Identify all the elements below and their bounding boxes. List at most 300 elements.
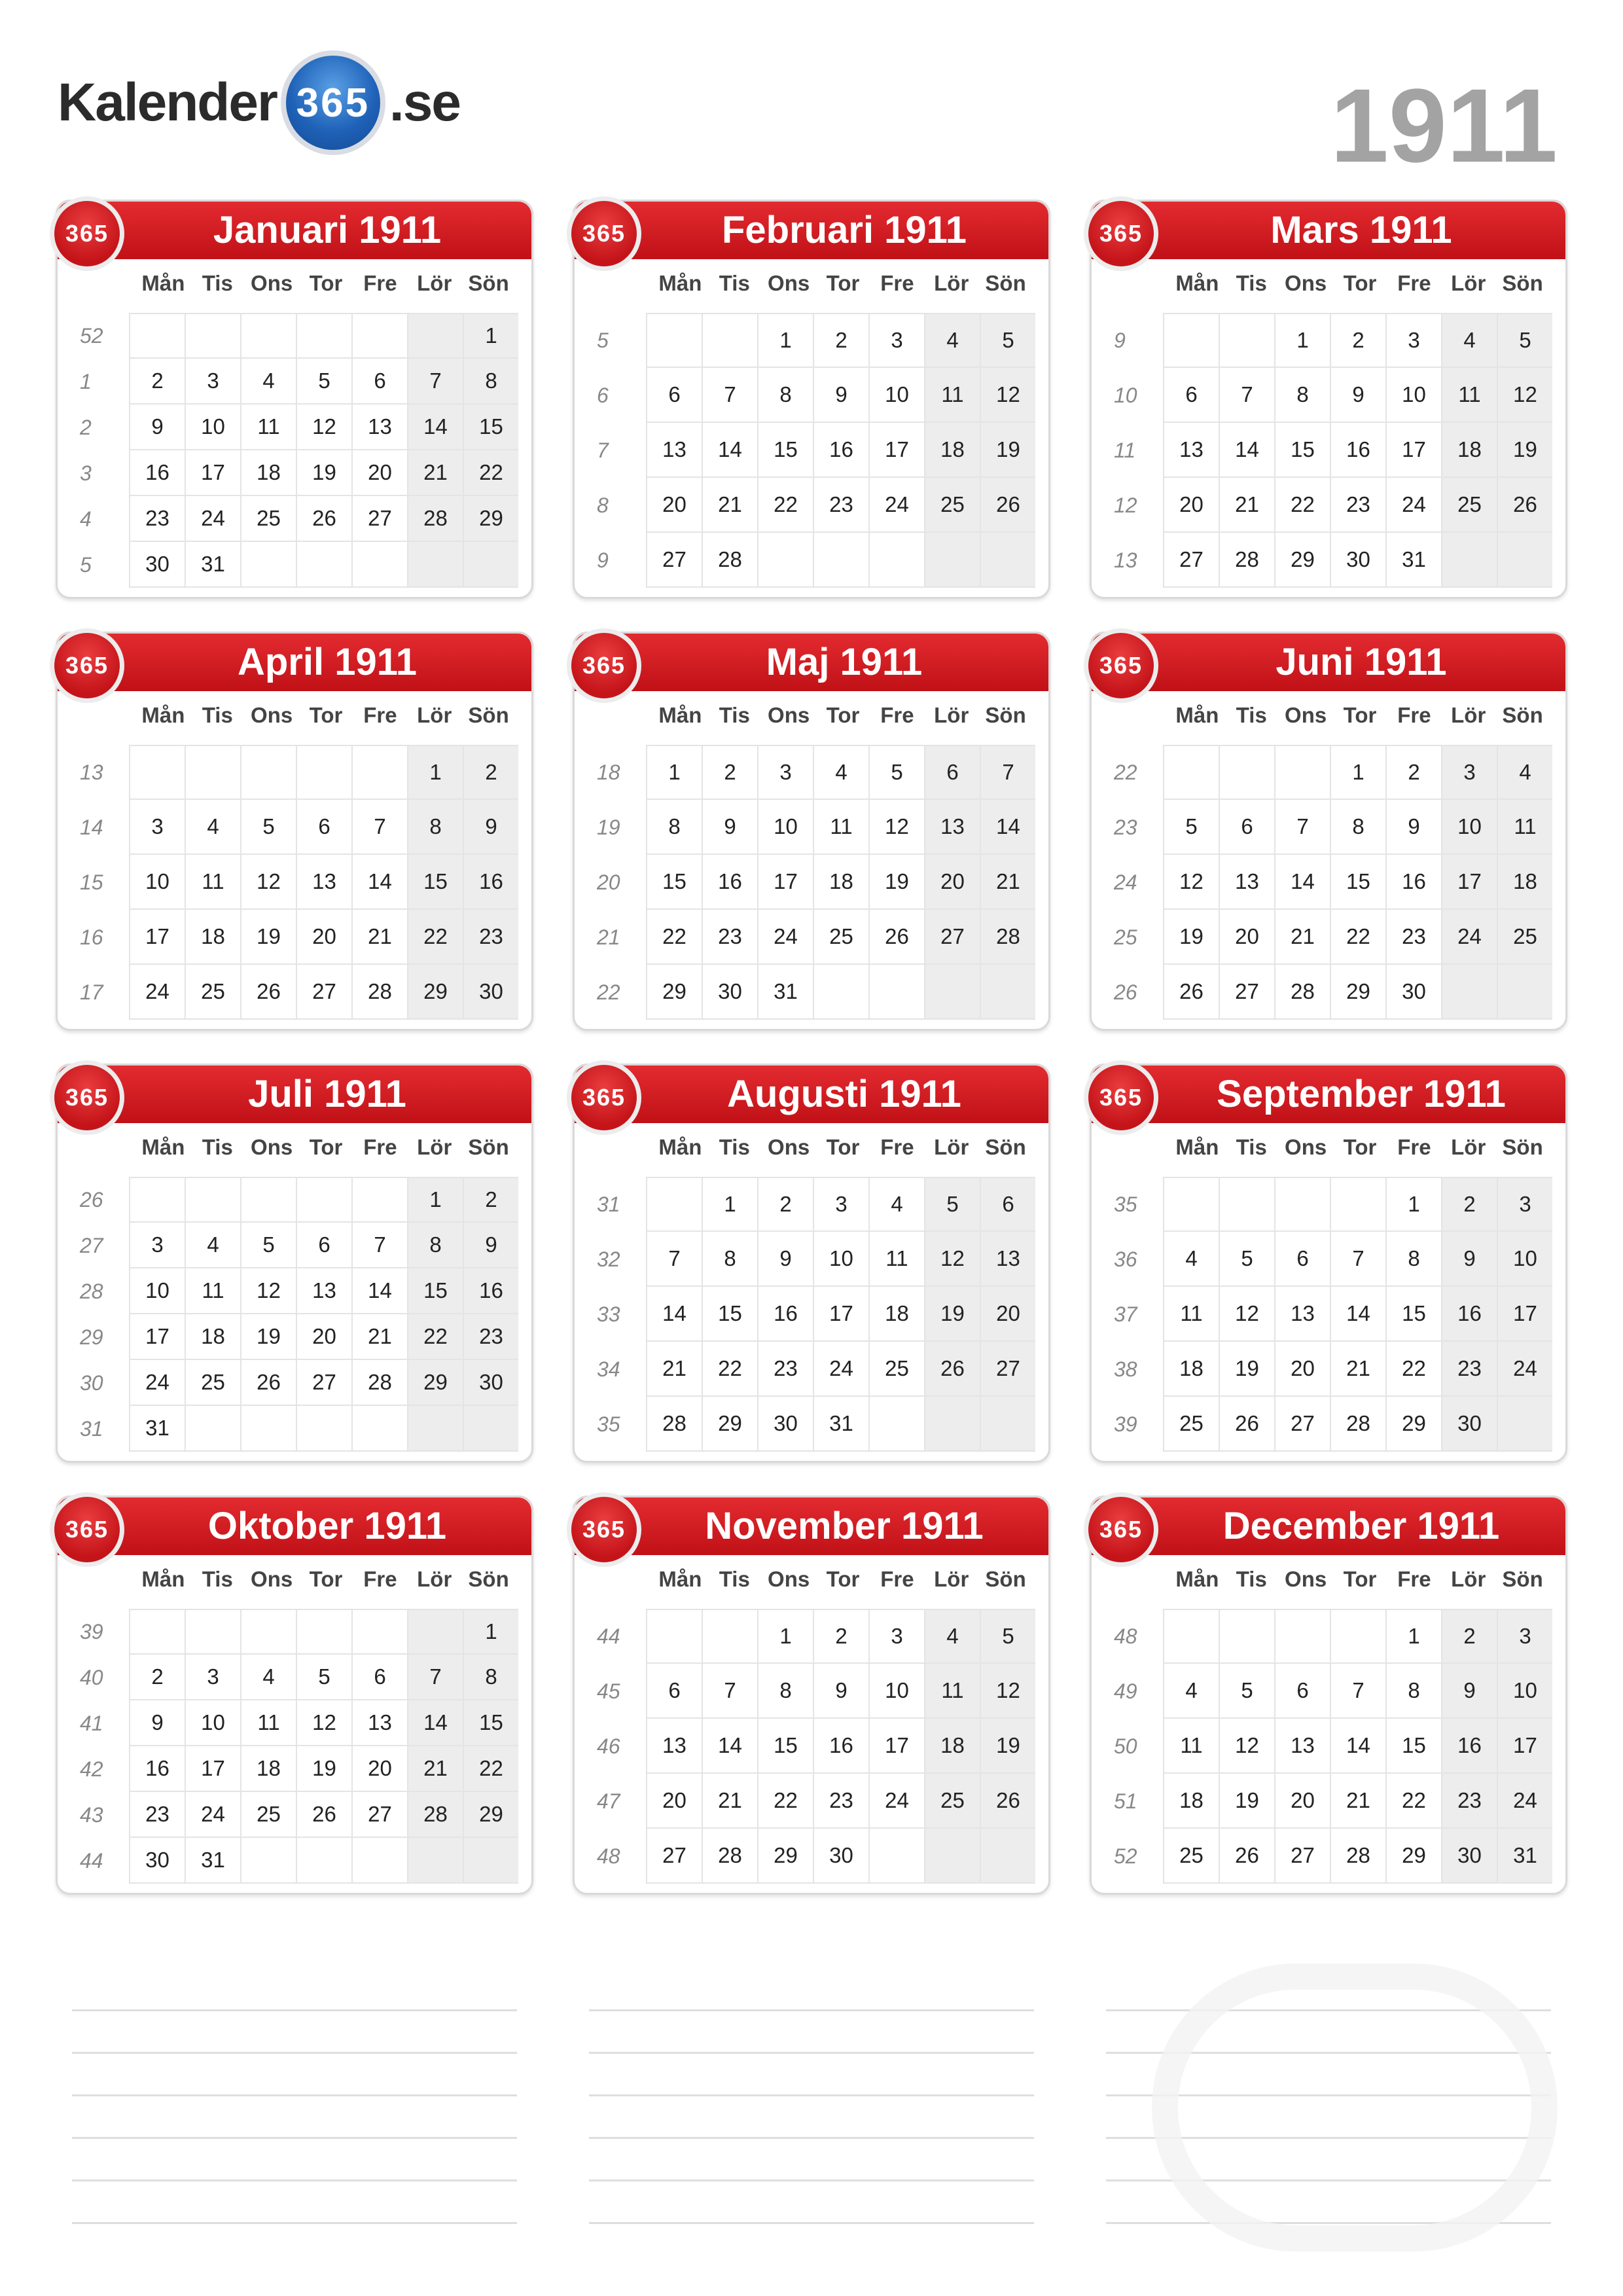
day-cell[interactable]: 27: [1274, 1397, 1330, 1450]
day-cell[interactable]: 20: [351, 450, 407, 495]
day-cell[interactable]: 12: [980, 1664, 1035, 1717]
day-cell[interactable]: [351, 1838, 407, 1882]
day-cell[interactable]: 8: [1274, 368, 1330, 422]
day-cell[interactable]: 21: [351, 1314, 407, 1359]
day-cell[interactable]: 10: [1385, 368, 1441, 422]
day-cell[interactable]: 24: [1497, 1774, 1552, 1827]
day-cell[interactable]: 7: [702, 1664, 757, 1717]
day-cell[interactable]: 8: [757, 1664, 813, 1717]
day-cell[interactable]: 18: [1163, 1774, 1219, 1827]
day-cell[interactable]: 11: [185, 855, 240, 908]
day-cell[interactable]: 26: [1219, 1397, 1274, 1450]
day-cell[interactable]: 3: [1497, 1178, 1552, 1230]
day-cell[interactable]: 11: [240, 404, 296, 449]
day-cell[interactable]: 30: [1330, 533, 1385, 586]
day-cell[interactable]: [1163, 1610, 1219, 1662]
day-cell[interactable]: [980, 533, 1035, 586]
day-cell[interactable]: [980, 1397, 1035, 1450]
day-cell[interactable]: 7: [407, 359, 463, 403]
day-cell[interactable]: 18: [1441, 423, 1497, 476]
day-cell[interactable]: 16: [1441, 1287, 1497, 1340]
day-cell[interactable]: 26: [296, 496, 351, 541]
day-cell[interactable]: [1441, 533, 1497, 586]
day-cell[interactable]: 1: [1385, 1610, 1441, 1662]
day-cell[interactable]: 2: [1441, 1610, 1497, 1662]
day-cell[interactable]: 21: [702, 478, 757, 531]
day-cell[interactable]: 10: [185, 404, 240, 449]
day-cell[interactable]: 13: [296, 1268, 351, 1313]
day-cell[interactable]: 10: [1497, 1232, 1552, 1285]
day-cell[interactable]: 23: [129, 1792, 185, 1837]
day-cell[interactable]: 24: [757, 910, 813, 963]
day-cell[interactable]: 31: [813, 1397, 868, 1450]
day-cell[interactable]: 25: [185, 1360, 240, 1405]
day-cell[interactable]: [296, 1610, 351, 1653]
day-cell[interactable]: 19: [868, 855, 924, 908]
day-cell[interactable]: 31: [129, 1406, 185, 1450]
day-cell[interactable]: 5: [240, 1223, 296, 1267]
day-cell[interactable]: 14: [1330, 1287, 1385, 1340]
day-cell[interactable]: 16: [129, 450, 185, 495]
day-cell[interactable]: 18: [185, 910, 240, 963]
day-cell[interactable]: 24: [1497, 1342, 1552, 1395]
day-cell[interactable]: 26: [1163, 965, 1219, 1018]
day-cell[interactable]: 13: [1219, 855, 1274, 908]
day-cell[interactable]: 13: [351, 404, 407, 449]
day-cell[interactable]: 1: [757, 314, 813, 367]
day-cell[interactable]: 19: [296, 450, 351, 495]
day-cell[interactable]: 10: [868, 368, 924, 422]
day-cell[interactable]: 12: [240, 855, 296, 908]
day-cell[interactable]: 12: [980, 368, 1035, 422]
day-cell[interactable]: 6: [1274, 1664, 1330, 1717]
day-cell[interactable]: 29: [757, 1829, 813, 1882]
day-cell[interactable]: 30: [463, 1360, 518, 1405]
day-cell[interactable]: 25: [868, 1342, 924, 1395]
day-cell[interactable]: 14: [407, 404, 463, 449]
day-cell[interactable]: 16: [702, 855, 757, 908]
day-cell[interactable]: [463, 1406, 518, 1450]
day-cell[interactable]: 27: [1274, 1829, 1330, 1882]
day-cell[interactable]: [1163, 746, 1219, 798]
day-cell[interactable]: 16: [1330, 423, 1385, 476]
day-cell[interactable]: 2: [702, 746, 757, 798]
day-cell[interactable]: 2: [1385, 746, 1441, 798]
day-cell[interactable]: 27: [646, 533, 702, 586]
day-cell[interactable]: [296, 1838, 351, 1882]
day-cell[interactable]: 25: [240, 1792, 296, 1837]
day-cell[interactable]: 13: [980, 1232, 1035, 1285]
day-cell[interactable]: [813, 965, 868, 1018]
day-cell[interactable]: 31: [757, 965, 813, 1018]
day-cell[interactable]: 28: [1330, 1829, 1385, 1882]
day-cell[interactable]: [129, 746, 185, 798]
day-cell[interactable]: 22: [407, 1314, 463, 1359]
day-cell[interactable]: 9: [463, 1223, 518, 1267]
day-cell[interactable]: 11: [924, 368, 980, 422]
day-cell[interactable]: 23: [129, 496, 185, 541]
day-cell[interactable]: 24: [868, 1774, 924, 1827]
day-cell[interactable]: 23: [463, 1314, 518, 1359]
day-cell[interactable]: 11: [1163, 1287, 1219, 1340]
day-cell[interactable]: [240, 746, 296, 798]
day-cell[interactable]: 21: [407, 1746, 463, 1791]
day-cell[interactable]: [351, 542, 407, 586]
day-cell[interactable]: 28: [407, 496, 463, 541]
day-cell[interactable]: 7: [351, 800, 407, 853]
day-cell[interactable]: 13: [924, 800, 980, 853]
day-cell[interactable]: 31: [185, 1838, 240, 1882]
day-cell[interactable]: [351, 1406, 407, 1450]
day-cell[interactable]: [296, 746, 351, 798]
day-cell[interactable]: 27: [980, 1342, 1035, 1395]
day-cell[interactable]: 23: [1385, 910, 1441, 963]
day-cell[interactable]: 3: [868, 1610, 924, 1662]
day-cell[interactable]: 10: [868, 1664, 924, 1717]
day-cell[interactable]: [646, 1610, 702, 1662]
day-cell[interactable]: [129, 314, 185, 357]
day-cell[interactable]: [1163, 1178, 1219, 1230]
day-cell[interactable]: 2: [463, 746, 518, 798]
day-cell[interactable]: 2: [463, 1178, 518, 1221]
day-cell[interactable]: [463, 1838, 518, 1882]
day-cell[interactable]: 20: [1274, 1342, 1330, 1395]
day-cell[interactable]: 24: [813, 1342, 868, 1395]
day-cell[interactable]: 17: [868, 423, 924, 476]
day-cell[interactable]: 23: [702, 910, 757, 963]
day-cell[interactable]: 3: [1441, 746, 1497, 798]
day-cell[interactable]: 2: [757, 1178, 813, 1230]
day-cell[interactable]: 20: [646, 1774, 702, 1827]
day-cell[interactable]: [185, 1610, 240, 1653]
day-cell[interactable]: 23: [1441, 1342, 1497, 1395]
day-cell[interactable]: 11: [1441, 368, 1497, 422]
day-cell[interactable]: 20: [351, 1746, 407, 1791]
day-cell[interactable]: 1: [407, 746, 463, 798]
day-cell[interactable]: 27: [351, 1792, 407, 1837]
day-cell[interactable]: 3: [129, 1223, 185, 1267]
day-cell[interactable]: 26: [1497, 478, 1552, 531]
day-cell[interactable]: 30: [1441, 1397, 1497, 1450]
day-cell[interactable]: 1: [1385, 1178, 1441, 1230]
day-cell[interactable]: 27: [924, 910, 980, 963]
day-cell[interactable]: 28: [1274, 965, 1330, 1018]
day-cell[interactable]: [240, 1838, 296, 1882]
day-cell[interactable]: 9: [1330, 368, 1385, 422]
day-cell[interactable]: 8: [463, 1655, 518, 1699]
day-cell[interactable]: 23: [757, 1342, 813, 1395]
day-cell[interactable]: 25: [1163, 1397, 1219, 1450]
day-cell[interactable]: [1330, 1610, 1385, 1662]
day-cell[interactable]: 9: [129, 404, 185, 449]
day-cell[interactable]: [646, 1178, 702, 1230]
day-cell[interactable]: 7: [980, 746, 1035, 798]
day-cell[interactable]: 14: [1219, 423, 1274, 476]
day-cell[interactable]: 22: [1274, 478, 1330, 531]
day-cell[interactable]: 4: [185, 800, 240, 853]
day-cell[interactable]: 13: [1274, 1287, 1330, 1340]
day-cell[interactable]: [185, 746, 240, 798]
day-cell[interactable]: 10: [813, 1232, 868, 1285]
day-cell[interactable]: 13: [646, 423, 702, 476]
day-cell[interactable]: 23: [463, 910, 518, 963]
day-cell[interactable]: 5: [240, 800, 296, 853]
day-cell[interactable]: 12: [924, 1232, 980, 1285]
day-cell[interactable]: [1163, 314, 1219, 367]
day-cell[interactable]: 7: [351, 1223, 407, 1267]
day-cell[interactable]: 15: [463, 1700, 518, 1745]
day-cell[interactable]: [129, 1610, 185, 1653]
day-cell[interactable]: 29: [1385, 1397, 1441, 1450]
day-cell[interactable]: 19: [1497, 423, 1552, 476]
day-cell[interactable]: 27: [351, 496, 407, 541]
day-cell[interactable]: [407, 1610, 463, 1653]
day-cell[interactable]: 20: [1219, 910, 1274, 963]
day-cell[interactable]: 10: [129, 855, 185, 908]
day-cell[interactable]: [296, 1406, 351, 1450]
day-cell[interactable]: 9: [813, 1664, 868, 1717]
day-cell[interactable]: 27: [296, 1360, 351, 1405]
day-cell[interactable]: 21: [407, 450, 463, 495]
day-cell[interactable]: 16: [463, 1268, 518, 1313]
day-cell[interactable]: 21: [702, 1774, 757, 1827]
day-cell[interactable]: 29: [646, 965, 702, 1018]
day-cell[interactable]: 15: [1385, 1719, 1441, 1772]
day-cell[interactable]: 13: [646, 1719, 702, 1772]
day-cell[interactable]: 4: [1441, 314, 1497, 367]
day-cell[interactable]: 26: [868, 910, 924, 963]
day-cell[interactable]: 11: [1497, 800, 1552, 853]
day-cell[interactable]: [1274, 1610, 1330, 1662]
day-cell[interactable]: 16: [813, 1719, 868, 1772]
day-cell[interactable]: 5: [296, 1655, 351, 1699]
day-cell[interactable]: 13: [351, 1700, 407, 1745]
day-cell[interactable]: 17: [129, 910, 185, 963]
day-cell[interactable]: 24: [185, 496, 240, 541]
day-cell[interactable]: 6: [296, 1223, 351, 1267]
day-cell[interactable]: [1219, 1610, 1274, 1662]
day-cell[interactable]: 7: [1219, 368, 1274, 422]
day-cell[interactable]: 4: [924, 1610, 980, 1662]
day-cell[interactable]: [980, 1829, 1035, 1882]
day-cell[interactable]: 14: [351, 1268, 407, 1313]
day-cell[interactable]: 18: [924, 423, 980, 476]
day-cell[interactable]: 19: [980, 1719, 1035, 1772]
day-cell[interactable]: 8: [702, 1232, 757, 1285]
day-cell[interactable]: [1274, 1178, 1330, 1230]
day-cell[interactable]: 6: [296, 800, 351, 853]
day-cell[interactable]: 25: [240, 496, 296, 541]
day-cell[interactable]: [868, 533, 924, 586]
day-cell[interactable]: 15: [757, 1719, 813, 1772]
day-cell[interactable]: 21: [1330, 1774, 1385, 1827]
day-cell[interactable]: 26: [980, 478, 1035, 531]
day-cell[interactable]: [407, 1838, 463, 1882]
day-cell[interactable]: [646, 314, 702, 367]
day-cell[interactable]: 15: [407, 1268, 463, 1313]
day-cell[interactable]: 28: [702, 1829, 757, 1882]
day-cell[interactable]: 1: [1274, 314, 1330, 367]
day-cell[interactable]: [185, 1178, 240, 1221]
day-cell[interactable]: [924, 965, 980, 1018]
day-cell[interactable]: 17: [757, 855, 813, 908]
day-cell[interactable]: 12: [868, 800, 924, 853]
day-cell[interactable]: 20: [1163, 478, 1219, 531]
day-cell[interactable]: 8: [1385, 1232, 1441, 1285]
day-cell[interactable]: 15: [646, 855, 702, 908]
day-cell[interactable]: 2: [1330, 314, 1385, 367]
day-cell[interactable]: 14: [702, 1719, 757, 1772]
day-cell[interactable]: 25: [1497, 910, 1552, 963]
day-cell[interactable]: 7: [1330, 1232, 1385, 1285]
day-cell[interactable]: 4: [813, 746, 868, 798]
day-cell[interactable]: 5: [296, 359, 351, 403]
day-cell[interactable]: 14: [351, 855, 407, 908]
day-cell[interactable]: 26: [924, 1342, 980, 1395]
day-cell[interactable]: [1330, 1178, 1385, 1230]
day-cell[interactable]: 8: [1385, 1664, 1441, 1717]
day-cell[interactable]: [407, 1406, 463, 1450]
day-cell[interactable]: 6: [980, 1178, 1035, 1230]
day-cell[interactable]: 30: [702, 965, 757, 1018]
day-cell[interactable]: 18: [813, 855, 868, 908]
day-cell[interactable]: 22: [646, 910, 702, 963]
day-cell[interactable]: 29: [407, 965, 463, 1018]
day-cell[interactable]: 29: [1274, 533, 1330, 586]
day-cell[interactable]: 20: [980, 1287, 1035, 1340]
day-cell[interactable]: 19: [296, 1746, 351, 1791]
day-cell[interactable]: 1: [702, 1178, 757, 1230]
day-cell[interactable]: 8: [407, 1223, 463, 1267]
day-cell[interactable]: 19: [1219, 1774, 1274, 1827]
day-cell[interactable]: 20: [296, 1314, 351, 1359]
day-cell[interactable]: 25: [813, 910, 868, 963]
day-cell[interactable]: 29: [1330, 965, 1385, 1018]
day-cell[interactable]: [240, 542, 296, 586]
day-cell[interactable]: 11: [1163, 1719, 1219, 1772]
day-cell[interactable]: 15: [1274, 423, 1330, 476]
day-cell[interactable]: 12: [296, 1700, 351, 1745]
day-cell[interactable]: 8: [407, 800, 463, 853]
day-cell[interactable]: 10: [185, 1700, 240, 1745]
day-cell[interactable]: [868, 1829, 924, 1882]
day-cell[interactable]: 6: [1219, 800, 1274, 853]
day-cell[interactable]: 14: [980, 800, 1035, 853]
day-cell[interactable]: 5: [980, 314, 1035, 367]
day-cell[interactable]: 26: [980, 1774, 1035, 1827]
day-cell[interactable]: 25: [924, 478, 980, 531]
day-cell[interactable]: [1497, 1397, 1552, 1450]
day-cell[interactable]: 21: [1330, 1342, 1385, 1395]
day-cell[interactable]: [757, 533, 813, 586]
day-cell[interactable]: 10: [129, 1268, 185, 1313]
day-cell[interactable]: 5: [980, 1610, 1035, 1662]
day-cell[interactable]: [185, 314, 240, 357]
day-cell[interactable]: 28: [1330, 1397, 1385, 1450]
day-cell[interactable]: 3: [129, 800, 185, 853]
day-cell[interactable]: 23: [1330, 478, 1385, 531]
day-cell[interactable]: 26: [240, 1360, 296, 1405]
day-cell[interactable]: 30: [757, 1397, 813, 1450]
day-cell[interactable]: 22: [463, 450, 518, 495]
day-cell[interactable]: 24: [1385, 478, 1441, 531]
day-cell[interactable]: 2: [129, 359, 185, 403]
day-cell[interactable]: 1: [463, 314, 518, 357]
day-cell[interactable]: 5: [924, 1178, 980, 1230]
day-cell[interactable]: 11: [185, 1268, 240, 1313]
day-cell[interactable]: 18: [185, 1314, 240, 1359]
day-cell[interactable]: 21: [1219, 478, 1274, 531]
day-cell[interactable]: 18: [924, 1719, 980, 1772]
day-cell[interactable]: 6: [351, 359, 407, 403]
day-cell[interactable]: 28: [351, 1360, 407, 1405]
day-cell[interactable]: 13: [296, 855, 351, 908]
day-cell[interactable]: 29: [463, 496, 518, 541]
day-cell[interactable]: 22: [463, 1746, 518, 1791]
day-cell[interactable]: 16: [463, 855, 518, 908]
day-cell[interactable]: 22: [757, 1774, 813, 1827]
day-cell[interactable]: 31: [1385, 533, 1441, 586]
day-cell[interactable]: 19: [1219, 1342, 1274, 1395]
day-cell[interactable]: 28: [646, 1397, 702, 1450]
day-cell[interactable]: 26: [296, 1792, 351, 1837]
day-cell[interactable]: 30: [813, 1829, 868, 1882]
day-cell[interactable]: [868, 965, 924, 1018]
day-cell[interactable]: 10: [1441, 800, 1497, 853]
day-cell[interactable]: 16: [757, 1287, 813, 1340]
day-cell[interactable]: 8: [1330, 800, 1385, 853]
day-cell[interactable]: 12: [1497, 368, 1552, 422]
day-cell[interactable]: 23: [813, 1774, 868, 1827]
day-cell[interactable]: 6: [646, 368, 702, 422]
day-cell[interactable]: 24: [185, 1792, 240, 1837]
day-cell[interactable]: 8: [463, 359, 518, 403]
day-cell[interactable]: [407, 314, 463, 357]
day-cell[interactable]: 3: [813, 1178, 868, 1230]
day-cell[interactable]: 28: [351, 965, 407, 1018]
day-cell[interactable]: 20: [1274, 1774, 1330, 1827]
day-cell[interactable]: 29: [463, 1792, 518, 1837]
day-cell[interactable]: 13: [1274, 1719, 1330, 1772]
day-cell[interactable]: 14: [1330, 1719, 1385, 1772]
day-cell[interactable]: 27: [1163, 533, 1219, 586]
day-cell[interactable]: 6: [1274, 1232, 1330, 1285]
day-cell[interactable]: 22: [1330, 910, 1385, 963]
day-cell[interactable]: [129, 1178, 185, 1221]
day-cell[interactable]: 9: [129, 1700, 185, 1745]
day-cell[interactable]: 23: [1441, 1774, 1497, 1827]
day-cell[interactable]: 20: [924, 855, 980, 908]
day-cell[interactable]: 28: [1219, 533, 1274, 586]
day-cell[interactable]: 20: [296, 910, 351, 963]
day-cell[interactable]: 29: [1385, 1829, 1441, 1882]
day-cell[interactable]: 28: [407, 1792, 463, 1837]
day-cell[interactable]: 2: [813, 314, 868, 367]
day-cell[interactable]: 11: [813, 800, 868, 853]
day-cell[interactable]: 8: [646, 800, 702, 853]
day-cell[interactable]: 19: [240, 1314, 296, 1359]
day-cell[interactable]: [1219, 314, 1274, 367]
day-cell[interactable]: 16: [129, 1746, 185, 1791]
day-cell[interactable]: [1274, 746, 1330, 798]
day-cell[interactable]: 27: [296, 965, 351, 1018]
day-cell[interactable]: 5: [1219, 1232, 1274, 1285]
day-cell[interactable]: 4: [1497, 746, 1552, 798]
day-cell[interactable]: 7: [1274, 800, 1330, 853]
day-cell[interactable]: 6: [646, 1664, 702, 1717]
day-cell[interactable]: 4: [1163, 1232, 1219, 1285]
day-cell[interactable]: 2: [129, 1655, 185, 1699]
